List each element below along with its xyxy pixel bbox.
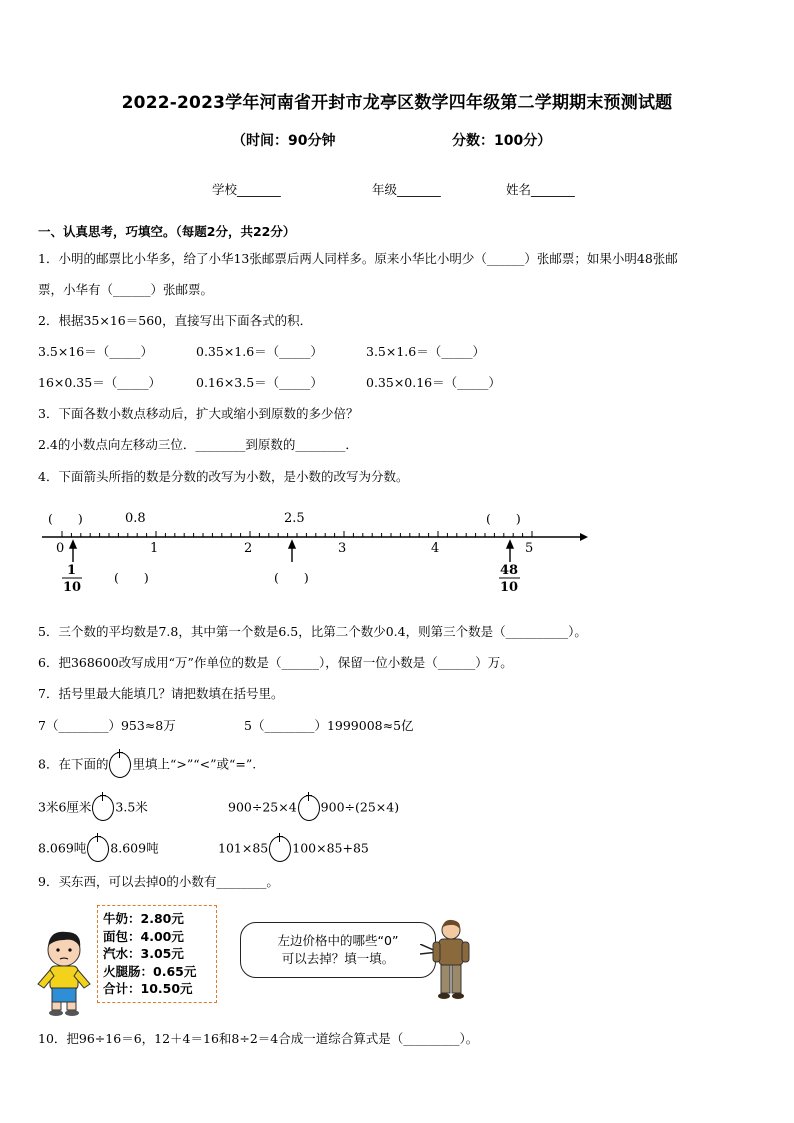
q2-item: 0.35×0.16＝（_____）	[366, 375, 501, 390]
q2-item: 3.5×16＝（_____）	[38, 344, 154, 359]
teacher-illustration-icon	[430, 918, 472, 1000]
q10: 10．把96÷16＝6，12＋4＝16和8÷2＝4合成一道综合算式是（_________）。	[38, 1031, 479, 1046]
section-heading: 一、认真思考，巧填空。（每题2分，共22分）	[38, 224, 296, 239]
frac1-denominator: 10	[63, 580, 82, 595]
q8-c-right: 8.609吨	[110, 840, 159, 856]
exam-score: 分数：100分）	[452, 133, 552, 149]
q2-item: 3.5×1.6＝（_____）	[366, 344, 485, 359]
bubble-line2: 可以去掉？填一填。	[281, 951, 395, 966]
q2-item: 16×0.35＝（_____）	[38, 375, 161, 390]
school-field[interactable]: 学校_______	[212, 182, 281, 197]
name-field[interactable]: 姓名_______	[506, 182, 575, 197]
tick-label-1: 1	[150, 541, 159, 556]
price-item: 合计：10.50元	[103, 981, 193, 996]
arrow-frac1	[70, 541, 76, 548]
tick-label-4: 4	[431, 541, 440, 556]
price-item: 火腿肠：0.65元	[103, 963, 197, 979]
grade-field[interactable]: 年级_______	[372, 182, 441, 197]
tick-label-3: 3	[338, 541, 347, 556]
number-line-top-label: ( )	[486, 511, 521, 526]
q4-stem: 4．下面箭头所指的数是分数的改写为小数，是小数的改写为分数。	[38, 469, 409, 484]
compare-circle-input[interactable]	[92, 795, 114, 821]
q8-a-right: 3.5米	[115, 799, 148, 815]
speech-bubble	[240, 922, 436, 978]
number-line-top-label: 0.8	[125, 511, 146, 526]
q2-item: 0.35×1.6＝（_____）	[196, 344, 323, 359]
page-title: 2022-2023学年河南省开封市龙亭区数学四年级第二学期期末预测试题	[121, 93, 673, 113]
price-list	[97, 905, 217, 1003]
tick-label-5: 5	[525, 541, 534, 556]
q8-stem	[38, 752, 256, 778]
q8-c	[38, 836, 159, 862]
q8-b-left: 900÷25×4	[228, 799, 297, 815]
compare-circle-input[interactable]	[298, 795, 320, 821]
q8-c-left: 8.069吨	[38, 840, 87, 856]
arrow-frac2	[507, 541, 513, 548]
q8-stem-pre: 8．在下面的	[38, 756, 109, 772]
q1-line2: 票，小华有（______）张邮票。	[38, 282, 214, 297]
q6: 6．把368600改写成用“万”作单位的数是（______），保留一位小数是（______）万。	[38, 655, 513, 670]
compare-circle-icon	[109, 752, 131, 778]
q9-stem: 9．买东西，可以去掉0的小数有________。	[38, 874, 279, 889]
bubble-line1: 左边价格中的哪些“0”	[277, 933, 399, 948]
frac2-denominator: 10	[500, 580, 519, 595]
q3-line: 2.4的小数点向左移动三位．________到原数的________．	[38, 437, 358, 452]
number-line-arrowhead	[580, 533, 588, 541]
q7-stem: 7．括号里最大能填几？请把数填在括号里。	[38, 686, 284, 701]
compare-circle-input[interactable]	[87, 836, 109, 862]
q3-stem: 3．下面各数小数点移动后，扩大或缩小到原数的多少倍？	[38, 406, 359, 421]
arrow-2.5	[289, 541, 295, 548]
q8-a	[38, 795, 148, 821]
tick-label-2: 2	[244, 541, 253, 556]
q5: 5．三个数的平均数是7.8，其中第一个数是6.5，比第二个数少0.4，则第三个数是（__________）。	[38, 624, 587, 639]
q8-d-right: 100×85+85	[292, 840, 369, 856]
number-line-top-label: 2.5	[284, 511, 305, 526]
exam-time: （时间：90分钟	[232, 133, 336, 149]
compare-circle-input[interactable]	[269, 836, 291, 862]
frac2-numerator: 48	[500, 563, 519, 578]
q2-item: 0.16×3.5＝（_____）	[196, 375, 323, 390]
q8-b	[228, 795, 399, 821]
q1-line1: 1．小明的邮票比小华多，给了小华13张邮票后两人同样多。原来小华比小明少（______）张邮票；如果小明48张邮	[38, 251, 678, 266]
number-line-bottom-label: ( )	[114, 570, 149, 585]
q8-d	[218, 836, 369, 862]
q7-b: 5（________）1999008≈5亿	[244, 718, 414, 733]
price-item: 牛奶：2.80元	[103, 911, 184, 926]
price-item: 面包：4.00元	[103, 928, 184, 944]
number-line-bottom-label: ( )	[274, 570, 309, 585]
q8-stem-post: 里填上“>”“<”或“=”.	[132, 756, 257, 772]
q8-a-left: 3米6厘米	[38, 799, 92, 815]
boy-illustration-icon	[36, 928, 96, 1016]
frac1-numerator: 1	[67, 563, 77, 578]
q7-a: 7（________）953≈8万	[38, 718, 176, 733]
q8-b-right: 900÷(25×4)	[320, 799, 400, 815]
q8-d-left: 101×85	[218, 840, 269, 856]
tick-label-0: 0	[56, 541, 65, 556]
q2-stem: 2．根据35×16＝560，直接写出下面各式的积．	[38, 313, 313, 328]
number-line-top-label: ( )	[48, 511, 83, 526]
price-item: 汽水：3.05元	[103, 946, 184, 961]
